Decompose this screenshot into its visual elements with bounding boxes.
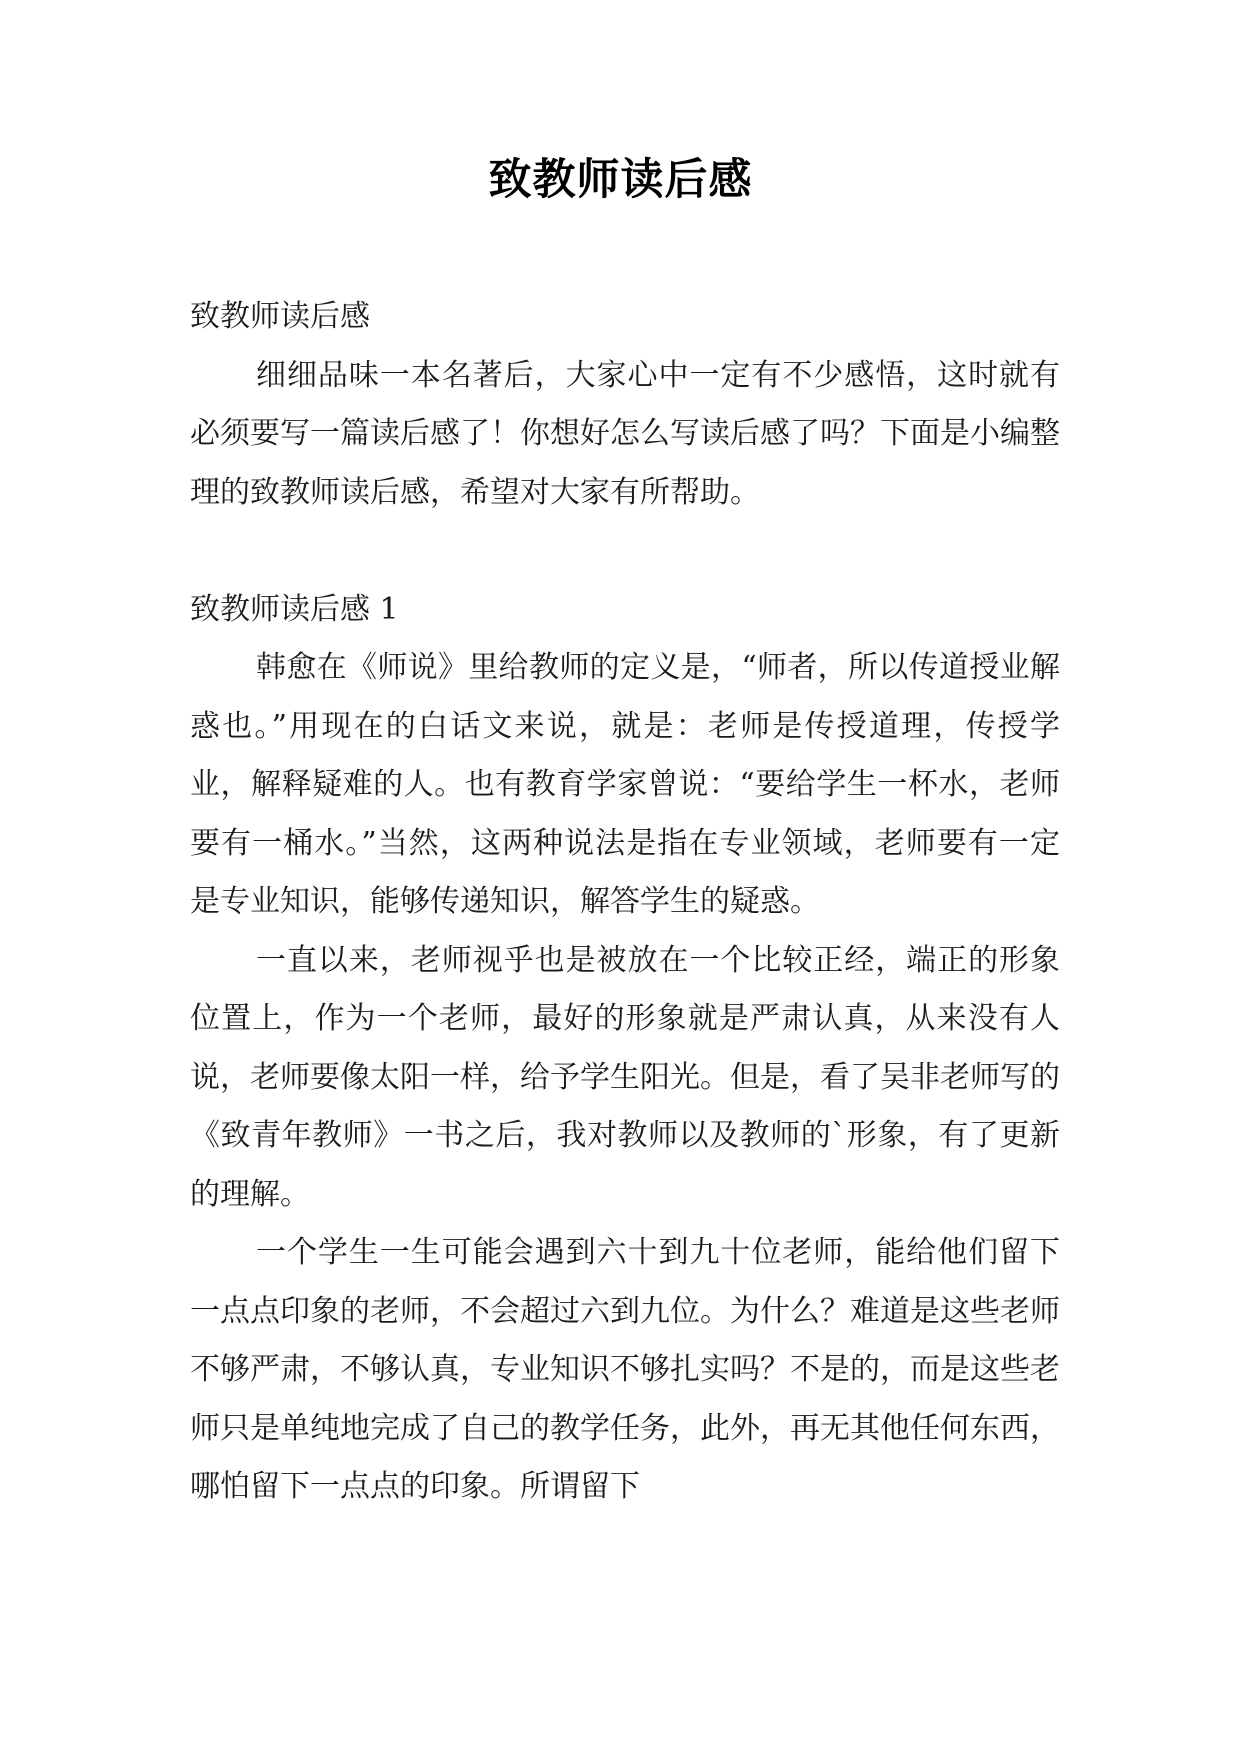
section-spacer <box>190 522 1060 581</box>
intro-heading: 致教师读后感 <box>190 299 370 334</box>
body-paragraph: 韩愈在《师说》里给教师的定义是，“师者，所以传道授业解惑也。”用现在的白话文来说，就是：老师是传授道理，传授学业，解释疑难的人。也有教育学家曾说：“要给学生一杯水，老师要有一桶水。”当然，这两种说法是指在专业领域，老师要有一定是专业知识，能够传递知识，解答学生的疑惑。 <box>190 650 1060 919</box>
section-heading: 致教师读后感 1 <box>190 591 399 627</box>
body-paragraph: 一个学生一生可能会遇到六十到九十位老师，能给他们留下一点点印象的老师，不会超过六到九位。为什么？难道是这些老师不够严肃，不够认真，专业知识不够扎实吗？不是的，而是这些老师只是单纯地完成了自己的教学任务，此外，再无其他任何东西，哪怕留下一点点的印象。所谓留下 <box>190 1235 1060 1504</box>
intro-paragraph: 细细品味一本名著后，大家心中一定有不少感悟，这时就有必须要写一篇读后感了！你想好怎么写读后感了吗？下面是小编整理的致教师读后感，希望对大家有所帮助。 <box>190 357 1060 510</box>
body-paragraph: 一直以来，老师视乎也是被放在一个比较正经，端正的形象位置上，作为一个老师，最好的形象就是严肃认真，从来没有人说，老师要像太阳一样，给予学生阳光。但是，看了吴非老师写的《致青年教师》一书之后，我对教师以及教师的`形象，有了更新的理解。 <box>190 942 1060 1212</box>
document-title: 致教师读后感 <box>488 155 753 205</box>
document-body <box>190 288 1060 1517</box>
